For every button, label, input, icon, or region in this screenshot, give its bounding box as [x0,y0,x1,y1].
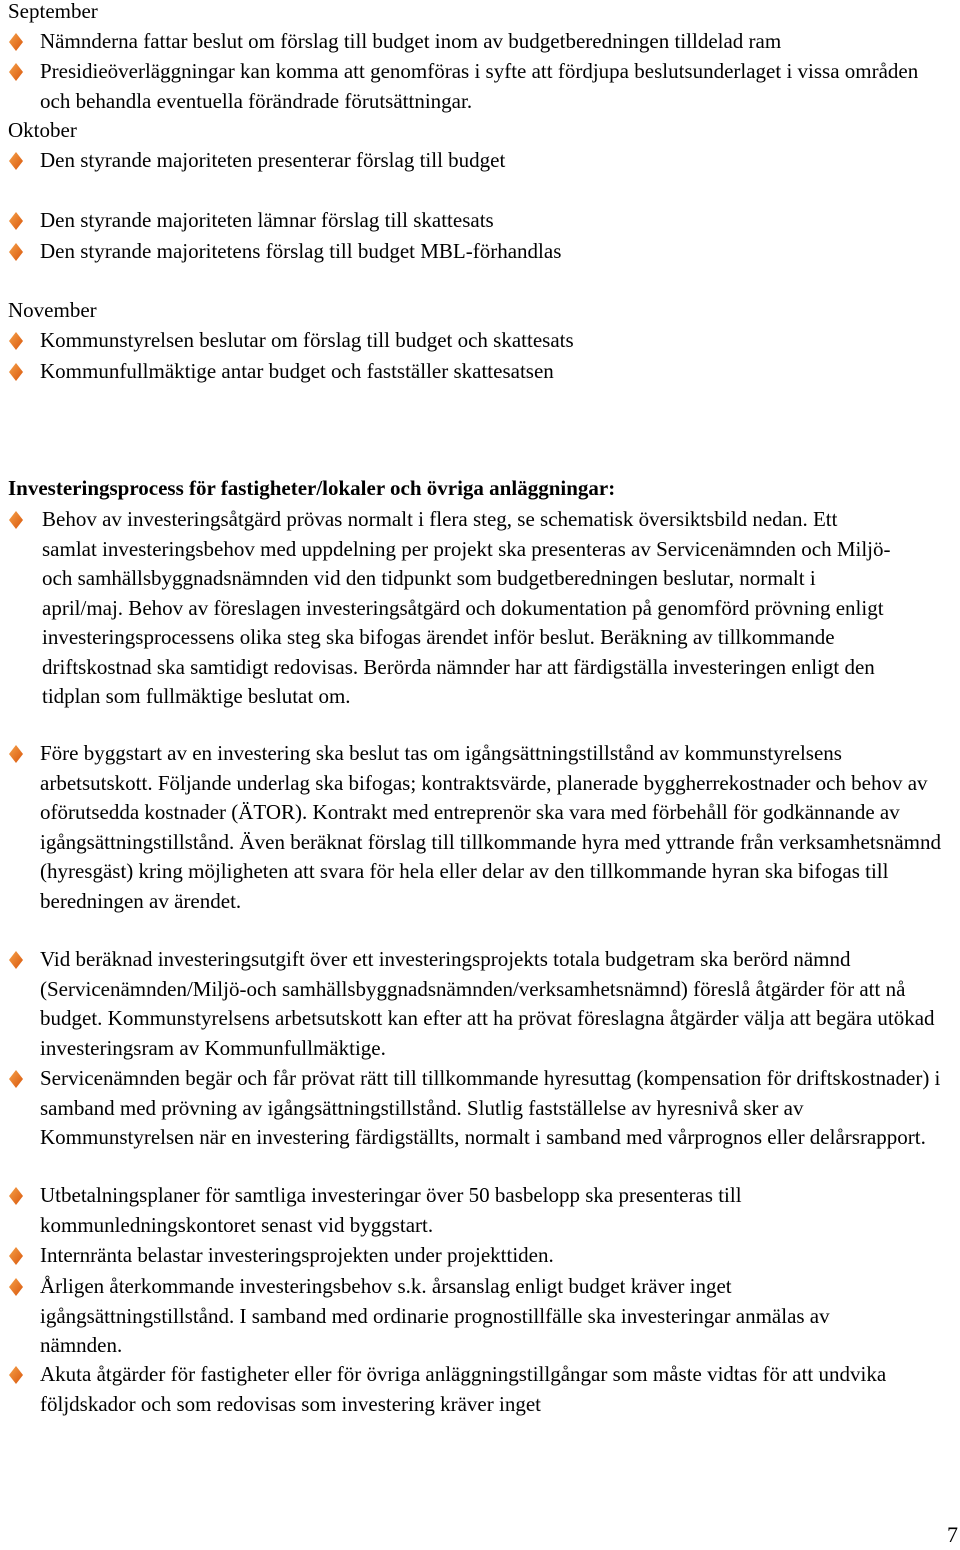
section-heading-investeringsprocess: Investeringsprocess för fastigheter/lokaler och övriga anläggningar: [8,476,616,500]
list-item: Nämnderna fattar beslut om förslag till budget inom av budgetberedningen tilldelad ram [0,27,952,57]
list-item: Den styrande majoritetens förslag till budget MBL-förhandlas [0,237,952,267]
diamond-bullet-icon [8,1187,24,1205]
list-item: Behov av investeringsåtgärd prövas normalt i flera steg, se schematisk översiktsbild nedan. Ett samlat investeringsbehov med uppdelning per projekt ska presenteras av Servicenämnden och Miljö- och samhällsbyggnadsnämnden vid den tidpunkt som budgetberedningen beslutar, normalt i april/maj. Behov av föreslagen investeringsåtgärd och dokumentation på genomförd prövning enligt investeringsprocessens olika steg ska bifogas ärendet inför beslut. Beräkning av tillkommande driftskostnad ska samtidigt redovisas. Berörda nämnder har att färdigställa investeringen enligt den tidplan som fullmäktige beslutat om. [0,505,894,712]
list-item: Servicenämnden begär och får prövat rätt till tillkommande hyresuttag (kompensation för driftskostnader) i samband med prövning av igångsättningstillstånd. Slutlig fastställelse av hyresnivå sker av Kommunstyrelsen när en investering färdigställts, normalt i samband med vårprognos eller delårsrapport. [0,1064,958,1153]
diamond-bullet-icon [8,152,24,170]
list-item: Kommunfullmäktige antar budget och fastställer skattesatsen [0,357,952,387]
diamond-bullet-icon [8,1247,24,1265]
diamond-bullet-icon [8,745,24,763]
list-item: Den styrande majoriteten lämnar förslag till skattesats [0,206,952,236]
list-item: Utbetalningsplaner för samtliga investeringar över 50 basbelopp ska presenteras till kommunledningskontoret senast vid byggstart. [0,1181,894,1240]
list-item: Kommunstyrelsen beslutar om förslag till budget och skattesats [0,326,952,356]
diamond-bullet-icon [8,511,24,529]
month-heading-oktober: Oktober [8,118,77,142]
diamond-bullet-icon [8,63,24,81]
diamond-bullet-icon [8,951,24,969]
list-item: Före byggstart av en investering ska beslut tas om igångsättningstillstånd av kommunstyrelsens arbetsutskott. Följande underlag ska bifogas; kontraktsvärde, planerade byggherrekostnader och behov av oförutsedda kostnader (ÄTOR). Kontrakt med entreprenör ska vara med förbehåll för godkännande av igångsättningstillstånd. Även beräknat förslag till tillkommande hyra med yttrande från verksamhetsnämnd (hyresgäst) kring möjligheten att svara för hela eller delar av den tillkommande hyran ska bifogas till beredningen av ärendet. [0,739,958,916]
diamond-bullet-icon [8,332,24,350]
diamond-bullet-icon [8,33,24,51]
diamond-bullet-icon [8,1278,24,1296]
list-item: Akuta åtgärder för fastigheter eller för övriga anläggningstillgångar som måste vidtas för att undvika följdskador och som redovisas som investering kräver inget [0,1360,950,1419]
page-number: 7 [947,1522,958,1547]
diamond-bullet-icon [8,1366,24,1384]
diamond-bullet-icon [8,1070,24,1088]
list-item: Den styrande majoriteten presenterar förslag till budget [0,146,952,176]
diamond-bullet-icon [8,212,24,230]
list-item: Internränta belastar investeringsprojekten under projekttiden. [0,1241,952,1271]
list-item: Årligen återkommande investeringsbehov s.k. årsanslag enligt budget kräver inget igångsättningstillstånd. I samband med ordinarie prognostillfälle ska investeringar anmälas av nämnden. [0,1272,884,1361]
diamond-bullet-icon [8,363,24,381]
month-heading-september: September [8,0,98,23]
month-heading-november: November [8,298,97,322]
list-item: Presidieöverläggningar kan komma att genomföras i syfte att fördjupa beslutsunderlaget i vissa områden och behandla eventuella förändrade förutsättningar. [0,57,952,116]
list-item: Vid beräknad investeringsutgift över ett investeringsprojekts totala budgetram ska berörd nämnd (Servicenämnden/Miljö-och samhällsbyggnadsnämnden/verksamhetsnämnd) föreslå åtgärder för att nå budget. Kommunstyrelsens arbetsutskott kan efter att ha prövat föreslagna åtgärder välja att begära utökad investeringsram av Kommunfullmäktige. [0,945,944,1063]
diamond-bullet-icon [8,243,24,261]
